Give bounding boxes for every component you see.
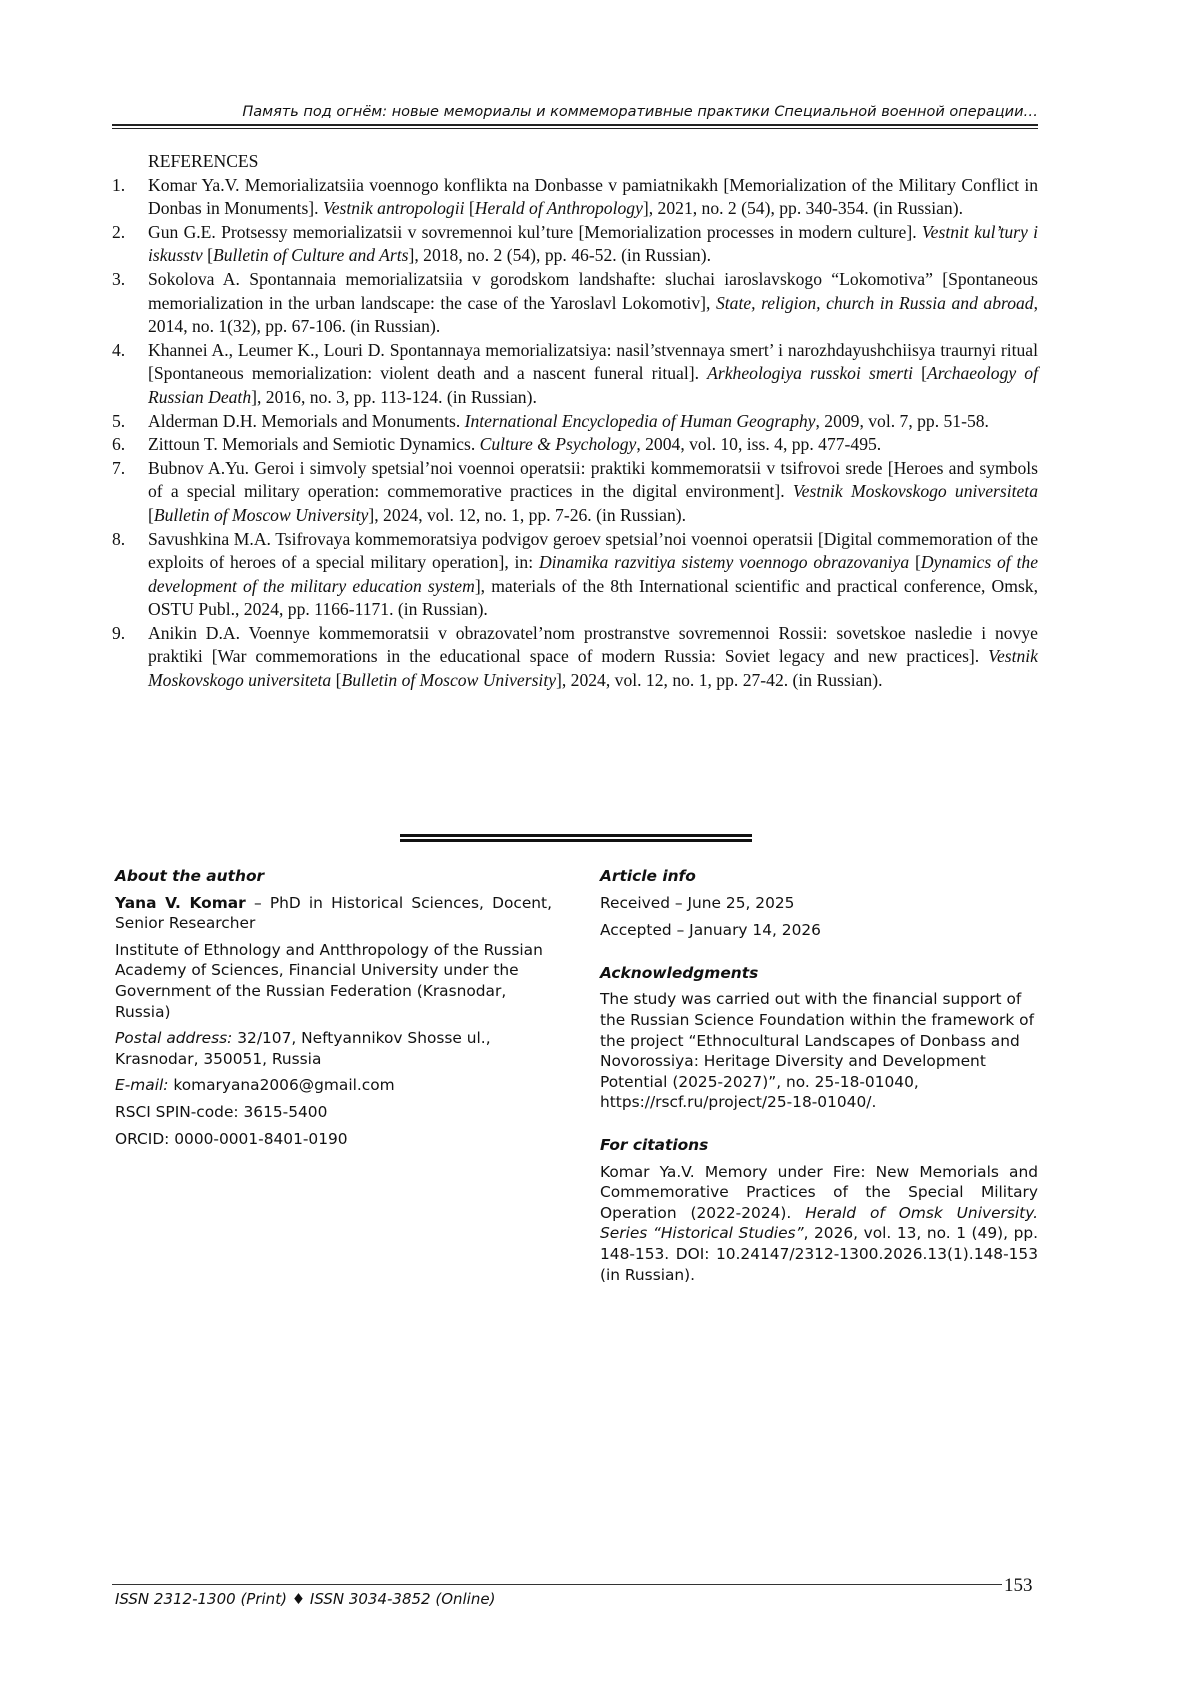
- citation-authors-title: Komar Ya.V. Memory under Fire: New Memorials and Commemorative Practices of the Special Military Operation (2022-2024).: [600, 1162, 1038, 1222]
- reference-text-part: ], 2016, no. 3, pp. 113-124. (in Russian).: [251, 386, 537, 407]
- about-author-title: About the author: [115, 867, 265, 885]
- author-affiliation: Institute of Ethnology and Antthropology of the Russian Academy of Sciences, Financial University under the Government of the Russian Federation (Krasnodar, Russia): [115, 940, 543, 1021]
- author-orcid: ORCID: 0000-0001-8401-0190: [115, 1129, 348, 1148]
- author-name: Yana V. Komar: [115, 893, 246, 912]
- reference-item: [112, 457, 1038, 528]
- article-info-column: [600, 866, 1038, 1291]
- reference-text: [148, 268, 1038, 339]
- reference-source-italic: Vestnik Moskovskogo universiteta: [792, 481, 1038, 502]
- reference-source-italic: Herald of Anthropology: [474, 198, 643, 219]
- reference-text-part: , 2014, no. 1(32), pp. 67-106. (in Russian).: [148, 292, 1038, 337]
- reference-number: 9.: [112, 622, 126, 643]
- article-info-title: Article info: [600, 867, 696, 885]
- reference-text-part: Zittoun T. Memorials and Semiotic Dynamics.: [148, 434, 480, 455]
- reference-text-part: [: [909, 552, 921, 573]
- reference-item: [112, 174, 1038, 221]
- reference-source-italic: Bulletin of Moscow University: [341, 670, 557, 691]
- reference-source-italic: Bulletin of Culture and Arts: [213, 245, 409, 266]
- reference-text-part: ], materials of the 8th International scientific and practical conference, Omsk, OSTU Publ., 2024, pp. 1166-1171. (in Russian).: [148, 575, 1038, 620]
- footer-issn: ISSN 2312-1300 (Print) ♦ ISSN 3034-3852 (Online): [115, 1590, 496, 1608]
- reference-source-italic: Arkheologiya russkoi smerti: [707, 363, 913, 384]
- reference-source-italic: Dinamika razvitiya sistemy voennogo obrazovaniya: [538, 552, 910, 573]
- reference-item: [112, 221, 1038, 268]
- citation-text: [600, 1162, 1038, 1286]
- reference-text: [148, 622, 1038, 693]
- reference-number: 8.: [112, 528, 126, 549]
- reference-text: [148, 433, 1038, 457]
- reference-text-part: Sokolova A. Spontannaia memorializatsiia v gorodskom landshafte: sluchai iaroslavskogo “Lokomotiva” [Spontaneous memorialization in the urban landscape: the case of the Yaroslavl Lokomotiv],: [148, 268, 1038, 313]
- acknowledgments-title: Acknowledgments: [600, 963, 759, 982]
- reference-number: 4.: [112, 339, 126, 360]
- reference-source-italic: International Encyclopedia of Human Geography: [464, 410, 816, 431]
- reference-number: 3.: [112, 268, 126, 289]
- reference-number: 7.: [112, 457, 126, 478]
- reference-text: [148, 221, 1038, 268]
- reference-item: [112, 433, 1038, 457]
- reference-item: [112, 339, 1038, 410]
- reference-text: [148, 174, 1038, 221]
- received-date: Received – June 25, 2025: [600, 893, 795, 912]
- author-postal-address: [115, 1028, 552, 1069]
- reference-item: [112, 528, 1038, 622]
- citation-journal: Herald of Omsk University. Series “Historical Studies”: [600, 1203, 1039, 1243]
- citation-details: , 2026, vol. 13, no. 1 (49), pp. 148-153. DOI: 10.24147/2312-1300.2026.13(1).148-153 (in Russian).: [600, 1224, 1038, 1284]
- reference-text-part: Komar Ya.V. Memorializatsiia voennogo konflikta na Donbasse v pamiatnikakh [Memorialization of the Military Conflict in Donbas in Monuments].: [148, 174, 1038, 219]
- postal-value: 32/107, Neftyannikov Shosse ul., Krasnodar, 350051, Russia: [115, 1029, 491, 1068]
- reference-text-part: [: [912, 363, 927, 384]
- reference-item: [112, 268, 1038, 339]
- reference-number: 6.: [112, 434, 126, 455]
- reference-text-part: [: [202, 245, 213, 266]
- email-value[interactable]: komaryana2006@gmail.com: [168, 1076, 395, 1095]
- author-position: – PhD in Historical Sciences, Docent, Senior Researcher: [115, 893, 552, 933]
- reference-text-part: Anikin D.A. Voennye kommemoratsii v obrazovatel’nom prostranstve sovremennoi Rossii: sovetskoe nasledie i novye praktiki [War commemorations in the educational space of modern Russia: Soviet legacy and new practices].: [148, 622, 1038, 667]
- reference-text-part: [: [464, 198, 475, 219]
- reference-text-part: Alderman D.H. Memorials and Monuments.: [148, 410, 465, 431]
- reference-item: [112, 410, 1038, 434]
- reference-text-part: [: [331, 670, 342, 691]
- header-rule-thin: [112, 128, 1038, 129]
- author-bio: [115, 893, 552, 934]
- reference-text: [148, 410, 1038, 434]
- reference-source-italic: State, religion, church in Russia and abroad: [715, 292, 1034, 313]
- author-spin: RSCI SPIN-code: 3615-5400: [115, 1102, 328, 1121]
- reference-source-italic: Culture & Psychology: [479, 434, 637, 455]
- acknowledgments-text: The study was carried out with the financial support of the Russian Science Foundation within the framework of the project “Ethnocultural Landscapes of Donbass and Novorossiya: Heritage Diversity and Development Potential (2025-2027)”, no. 25-18-01040, https://rscf.ru/project/25-18-01040/.: [600, 990, 1034, 1112]
- reference-text-part: ], 2024, vol. 12, no. 1, pp. 27-42. (in Russian).: [556, 670, 883, 691]
- reference-text-part: , 2009, vol. 7, pp. 51-58.: [815, 410, 989, 431]
- postal-label: Postal address:: [115, 1029, 233, 1048]
- reference-source-italic: Archaeology of Russian Death: [148, 363, 1038, 407]
- reference-text-part: [: [148, 504, 154, 525]
- author-email: [115, 1075, 552, 1096]
- reference-text-part: , 2004, vol. 10, iss. 4, pp. 477-495.: [636, 434, 882, 455]
- reference-text-part: Gun G.E. Protsessy memorializatsii v sovremennoi kul’ture [Memorialization processes in modern culture].: [148, 221, 922, 242]
- reference-source-italic: Vestnit kul’tury i iskusstv: [148, 221, 1038, 266]
- reference-text: [148, 457, 1038, 528]
- running-header: Память под огнём: новые мемориалы и коммеморативные практики Специальной военной операции…: [242, 104, 1038, 120]
- reference-number: 1.: [112, 174, 126, 195]
- reference-text-part: Bubnov A.Yu. Geroi i simvoly spetsial’noi voennoi operatsii: praktiki kommemoratsii v tsifrovoi srede [Heroes and symbols of a special military operation: commemorative practices in the digital environment].: [148, 457, 1038, 502]
- reference-text-part: ], 2024, vol. 12, no. 1, pp. 7-26. (in Russian).: [368, 504, 687, 525]
- references-title: REFERENCES: [148, 151, 259, 171]
- reference-item: [112, 622, 1038, 693]
- reference-source-italic: Vestnik antropologii: [322, 198, 465, 219]
- page-number: 153: [1004, 1575, 1033, 1596]
- references-list: [112, 174, 1038, 693]
- accepted-date: Accepted – January 14, 2026: [600, 921, 821, 940]
- reference-text-part: ], 2021, no. 2 (54), pp. 340-354. (in Russian).: [642, 198, 963, 219]
- reference-text-part: Savushkina M.A. Tsifrovaya kommemoratsiya podvigov geroev spetsial’noi voennoi operatsii [Digital commemoration of the exploits of heroes of a special military operation], in:: [148, 528, 1038, 573]
- reference-text-part: ], 2018, no. 2 (54), pp. 46-52. (in Russian).: [408, 245, 711, 266]
- reference-number: 2.: [112, 221, 126, 242]
- reference-text: [148, 339, 1038, 410]
- section-separator: [400, 834, 752, 842]
- reference-source-italic: Bulletin of Moscow University: [153, 504, 369, 525]
- about-author-column: [115, 866, 552, 1155]
- email-label: E-mail:: [115, 1076, 169, 1095]
- footer-rule: [112, 1584, 1002, 1585]
- reference-source-italic: Dynamics of the development of the military education system: [148, 552, 1038, 596]
- references-section: [112, 150, 1038, 693]
- reference-text: [148, 528, 1038, 622]
- citations-title: For citations: [600, 1135, 709, 1154]
- header-rule: [112, 124, 1038, 126]
- reference-source-italic: Vestnik Moskovskogo universiteta: [148, 646, 1038, 691]
- reference-number: 5.: [112, 410, 126, 431]
- reference-text-part: Khannei A., Leumer K., Louri D. Spontannaya memorializatsiya: nasil’stvennaya smert’ i narozhdayushchiisya traurnyi ritual [Spontaneous memorialization: violent death and a nascent funeral ritual].: [148, 339, 1038, 384]
